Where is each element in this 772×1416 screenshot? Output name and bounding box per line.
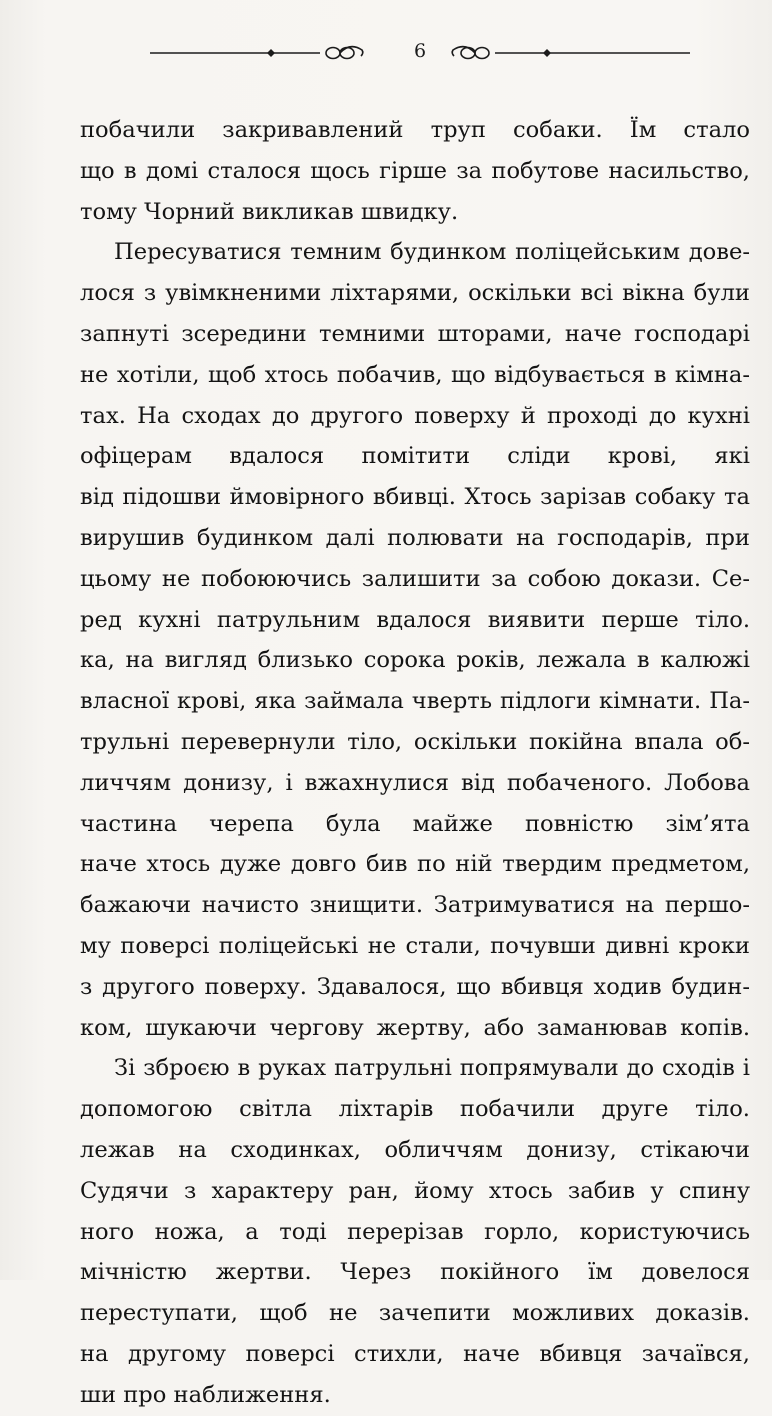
text-line: ка, на вигляд близько сорока років, лежала в калюжі	[80, 647, 750, 674]
text-line: власної крові, яка займала чверть підлоги кімнати. Па-	[80, 688, 750, 715]
text-line: допомогою світла ліхтарів побачили друге тіло.	[80, 1096, 750, 1123]
text-line: переступати, щоб не зачепити можливих доказів.	[80, 1300, 750, 1327]
text-line: ком, шукаючи чергову жертву, або заманював копів.	[80, 1014, 750, 1041]
text-line: Судячи з характеру ран, йому хтось забив у спину	[80, 1177, 750, 1204]
text-line: офіцерам вдалося помітити сліди крові, які	[80, 443, 750, 470]
text-line: бажаючи начисто знищити. Затримуватися на першо-	[80, 892, 750, 919]
text-line: що в домі сталося щось гірше за побутове насильство,	[80, 157, 750, 184]
text-line: від підошви ймовірного вбивці. Хтось зарізав собаку та	[80, 484, 750, 511]
text-line: цьому не побоюючись залишити за собою докази. Се-	[80, 565, 750, 592]
page-number: 6	[413, 40, 427, 62]
text-line: вирушив будинком далі полювати на господарів, при	[80, 524, 750, 551]
text-line: з другого поверху. Здавалося, що вбивця ходив будин-	[80, 973, 750, 1000]
text-line: на другому поверсі стихли, наче вбивця зачаївся,	[80, 1340, 750, 1367]
text-line: трульні перевернули тіло, оскільки покійна впала об-	[80, 728, 750, 755]
text-line: ши про наближення.	[80, 1381, 331, 1408]
text-line: лежав на сходинках, обличчям донизу, стікаючи	[80, 1136, 750, 1163]
text-line: тому Чорний викликав швидку.	[80, 198, 459, 225]
text-line: ного ножа, а тоді перерізав горло, користуючись	[80, 1218, 750, 1245]
text-line: личчям донизу, і вжахнулися від побаченого. Лобова	[80, 769, 750, 796]
page-header	[150, 38, 690, 68]
text-line: лося з увімкненими ліхтарями, оскільки всі вікна були	[80, 280, 750, 307]
text-line: наче хтось дуже довго бив по ній твердим предметом,	[80, 851, 750, 878]
text-line: мічністю жертви. Через покійного їм довелося	[80, 1259, 750, 1286]
text-line: ред кухні патрульним вдалося виявити перше тіло.	[80, 606, 750, 633]
text-line: побачили закривавлений труп собаки. Їм стало	[80, 117, 750, 143]
text-line: не хотіли, щоб хтось побачив, що відбувається в кімна-	[80, 361, 750, 388]
text-line: му поверсі поліцейські не стали, почувши дивні кроки	[80, 932, 750, 959]
text-line: Зі зброєю в руках патрульні попрямували до сходів і	[114, 1055, 750, 1082]
text-line: Пересуватися темним будинком поліцейським довe-	[114, 239, 750, 266]
body-text	[80, 110, 750, 1416]
text-line: тах. На сходах до другого поверху й проході до кухні	[80, 402, 750, 429]
text-line: частина черепа була майже повністю зім’ята	[80, 810, 750, 837]
text-line: запнуті зсередини темними шторами, наче господарі	[80, 320, 750, 347]
